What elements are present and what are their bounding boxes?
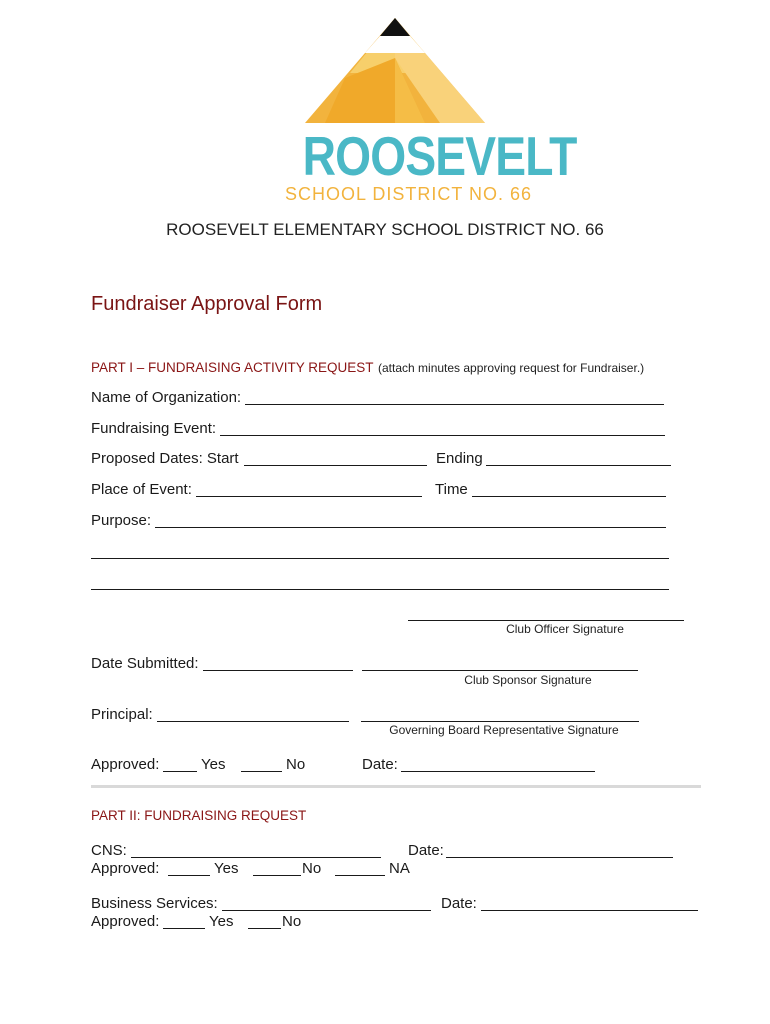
part2-approved-na-field[interactable] bbox=[335, 875, 385, 876]
dates-start-field[interactable] bbox=[244, 465, 427, 466]
part2-approved-label: Approved: bbox=[91, 860, 160, 877]
pencil-logo-icon bbox=[285, 18, 505, 128]
part1-approved-label: Approved: bbox=[91, 756, 160, 773]
business-services-label: Business Services: bbox=[91, 895, 218, 912]
business-services-field[interactable] bbox=[222, 910, 431, 911]
place-field[interactable] bbox=[196, 496, 422, 497]
part1-approved-no-field[interactable] bbox=[241, 771, 282, 772]
purpose-field-3[interactable] bbox=[91, 589, 669, 590]
part2-approved2-yes-field[interactable] bbox=[163, 928, 205, 929]
event-field[interactable] bbox=[220, 435, 665, 436]
purpose-field-1[interactable] bbox=[155, 527, 666, 528]
part1-heading: PART I – FUNDRAISING ACTIVITY REQUEST bbox=[91, 360, 374, 375]
district-heading: ROOSEVELT ELEMENTARY SCHOOL DISTRICT NO. 66 bbox=[166, 220, 604, 239]
principal-label: Principal: bbox=[91, 706, 153, 723]
district-logo bbox=[285, 18, 577, 204]
part2-yes2-label: Yes bbox=[209, 913, 234, 930]
logo-subtitle: SCHOOL DISTRICT NO. 66 bbox=[285, 184, 533, 204]
part2-na-label: NA bbox=[389, 860, 410, 877]
cns-label: CNS: bbox=[91, 842, 127, 859]
business-date-field[interactable] bbox=[481, 910, 698, 911]
place-label: Place of Event: bbox=[91, 481, 192, 498]
part1-no-label: No bbox=[286, 756, 306, 773]
part2-yes-label: Yes bbox=[214, 860, 239, 877]
date-submitted-label: Date Submitted: bbox=[91, 655, 199, 672]
logo-wordmark: ROOSEVELT bbox=[302, 125, 577, 187]
purpose-label: Purpose: bbox=[91, 512, 152, 529]
part2-no-label: No bbox=[302, 860, 322, 877]
cns-date-field[interactable] bbox=[446, 857, 673, 858]
board-rep-signature-field[interactable] bbox=[361, 721, 639, 722]
board-rep-signature-label: Governing Board Representative Signature bbox=[389, 723, 619, 737]
part1-yes-label: Yes bbox=[201, 756, 226, 773]
organization-label: Name of Organization: bbox=[91, 389, 242, 406]
time-label: Time bbox=[435, 481, 468, 498]
part2-approved-no-field[interactable] bbox=[253, 875, 301, 876]
event-label: Fundraising Event: bbox=[91, 420, 217, 437]
cns-date-label: Date: bbox=[408, 842, 444, 859]
part1-note: (attach minutes approving request for Fundraiser.) bbox=[378, 361, 645, 375]
club-officer-signature-field[interactable] bbox=[408, 620, 684, 621]
part1-date-field[interactable] bbox=[401, 771, 595, 772]
part2-no2-label: No bbox=[282, 913, 302, 930]
club-sponsor-signature-field[interactable] bbox=[362, 670, 638, 671]
part1-date-label: Date: bbox=[362, 756, 398, 773]
part2-approved-yes-field[interactable] bbox=[168, 875, 210, 876]
part2-heading: PART II: FUNDRAISING REQUEST bbox=[91, 808, 307, 823]
dates-end-field[interactable] bbox=[486, 465, 671, 466]
principal-field[interactable] bbox=[157, 721, 349, 722]
club-officer-signature-label: Club Officer Signature bbox=[506, 622, 624, 636]
part2-approved2-no-field[interactable] bbox=[248, 928, 281, 929]
form-title: Fundraiser Approval Form bbox=[91, 293, 323, 315]
organization-field[interactable] bbox=[245, 404, 664, 405]
cns-field[interactable] bbox=[131, 857, 381, 858]
time-field[interactable] bbox=[472, 496, 666, 497]
part1-heading-row bbox=[91, 359, 644, 377]
dates-end-label: Ending bbox=[436, 450, 483, 467]
part1-approved-yes-field[interactable] bbox=[163, 771, 197, 772]
purpose-field-2[interactable] bbox=[91, 558, 669, 559]
dates-start-label: Proposed Dates: Start bbox=[91, 450, 239, 467]
business-date-label: Date: bbox=[441, 895, 477, 912]
date-submitted-field[interactable] bbox=[203, 670, 353, 671]
club-sponsor-signature-label: Club Sponsor Signature bbox=[464, 673, 592, 687]
section-divider bbox=[91, 785, 701, 788]
part2-approved2-label: Approved: bbox=[91, 913, 160, 930]
